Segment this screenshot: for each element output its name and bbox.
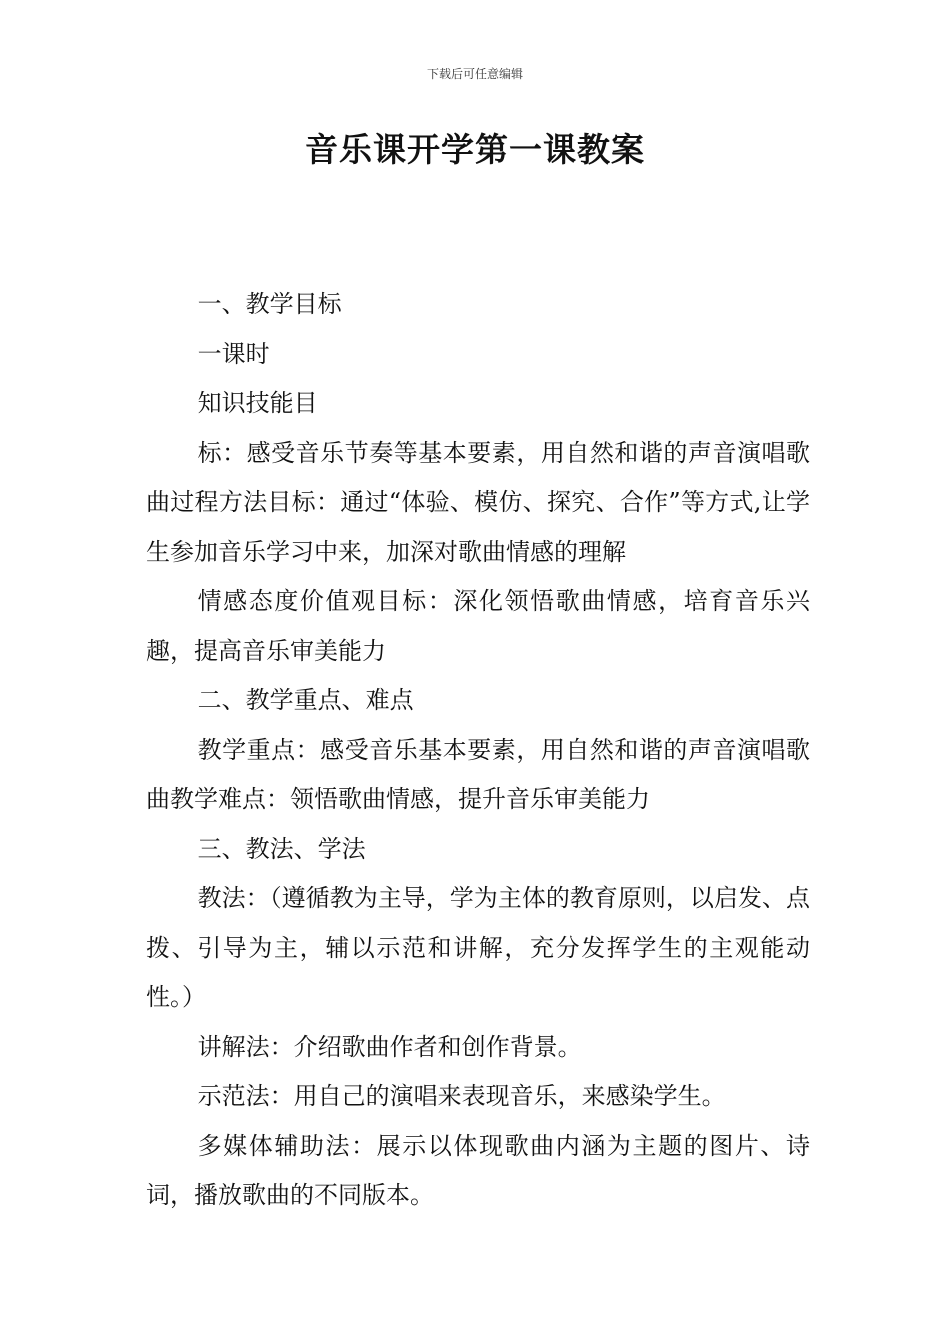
paragraph-key-points: 教学重点：感受音乐基本要素，用自然和谐的声音演唱歌曲教学难点：领悟歌曲情感，提升音乐审美能力 [146, 735, 810, 813]
section-heading-objectives: 一、教学目标 [197, 290, 342, 318]
section-heading-key-points: 二、教学重点、难点 [197, 686, 414, 714]
paragraph-teaching-method: 教法：（遵循教为主导，学为主体的教育原则，以启发、点拨、引导为主，辅以示范和讲解，充分发挥学生的主观能动性。） [146, 884, 810, 1011]
paragraph-knowledge-skill-goal: 标：感受音乐节奏等基本要素，用自然和谐的声音演唱歌曲过程方法目标：通过“体验、模仿、探究、合作”等方式,让学生参加音乐学习中来，加深对歌曲情感的理解 [146, 438, 810, 566]
document-title: 音乐课开学第一课教案 [305, 130, 645, 169]
paragraph-knowledge-skill-label: 知识技能目 [197, 389, 318, 417]
paragraph-emotion-goal: 情感态度价值观目标：深化领悟歌曲情感，培育音乐兴趣，提高音乐审美能力 [146, 587, 810, 665]
section-heading-methods: 三、教法、学法 [197, 834, 366, 863]
paragraph-multimedia-method: 多媒体辅助法：展示以体现歌曲内涵为主题的图片、诗词，播放歌曲的不同版本。 [146, 1131, 810, 1209]
document-body [146, 280, 810, 1221]
paragraph-explanation-method: 讲解法：介绍歌曲作者和创作背景。 [197, 1032, 582, 1061]
header-note: 下载后可任意编辑 [426, 67, 523, 81]
paragraph-demonstration-method: 示范法：用自己的演唱来表现音乐，来感染学生。 [197, 1082, 726, 1110]
paragraph-class-hours: 一课时 [197, 339, 270, 368]
